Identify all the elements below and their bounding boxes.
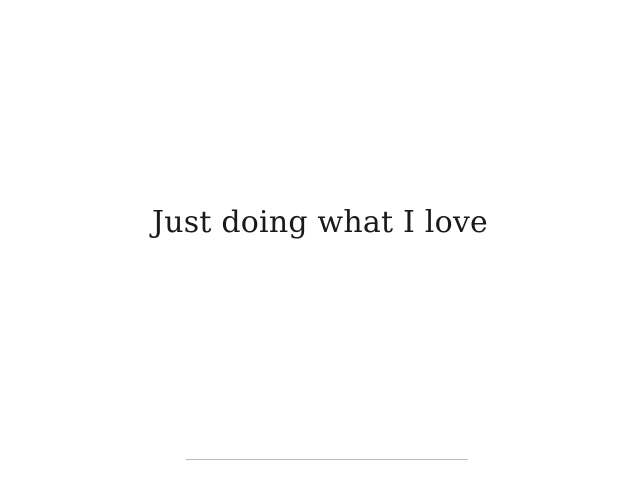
tagline-heading: Just doing what I love: [152, 205, 488, 240]
footer-divider: [186, 459, 468, 460]
